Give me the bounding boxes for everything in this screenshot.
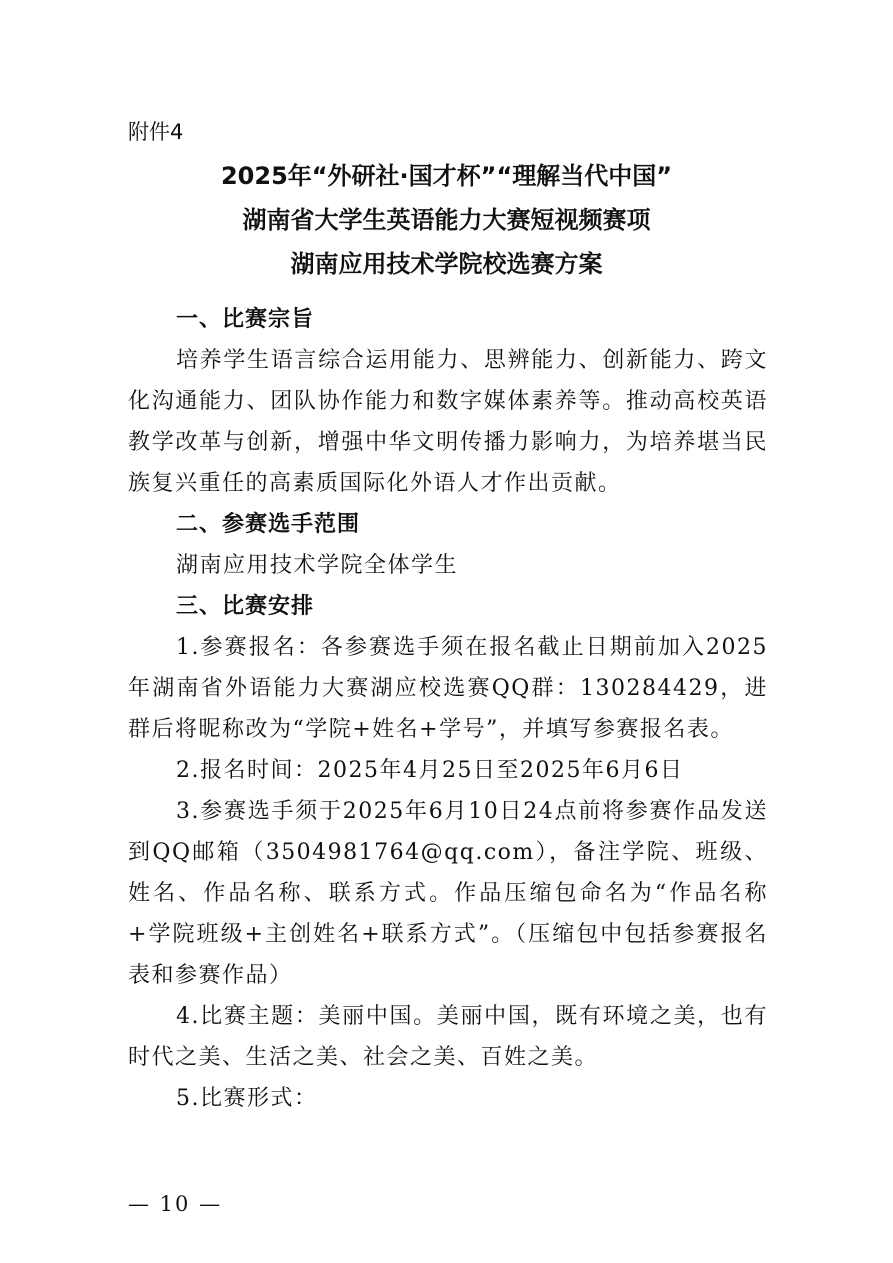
attachment-label: 附件4: [128, 120, 184, 144]
title-line-3: 湖南应用技术学院校选赛方案: [290, 250, 603, 278]
arrangement-item-2: 2.报名时间：2025年4月25日至2025年6月6日: [176, 758, 684, 783]
page-number: — 10 —: [128, 1192, 223, 1216]
section-heading-eligibility: 二、参赛选手范围: [176, 512, 361, 537]
document-title: [100, 154, 793, 286]
section-heading-purpose: 一、比赛宗旨: [176, 307, 315, 332]
title-line-2: 湖南省大学生英语能力大赛短视频赛项: [242, 206, 651, 234]
arrangement-item-1: 1.参赛报名：各参赛选手须在报名截止日期前加入2025年湖南省外语能力大赛湖应校选赛QQ群：130284429，进群后将昵称改为“学院+姓名+学号”，并填写参赛报名表。: [128, 635, 768, 742]
title-line-1: 2025年“外研社·国才杯”“理解当代中国”: [220, 162, 672, 190]
arrangement-item-4: 4.比赛主题：美丽中国。美丽中国，既有环境之美，也有时代之美、生活之美、社会之美、百姓之美。: [128, 1004, 768, 1070]
section-heading-arrangement: 三、比赛安排: [176, 594, 315, 619]
arrangement-item-5: 5.比赛形式：: [176, 1086, 318, 1111]
paragraph-purpose: 培养学生语言综合运用能力、思辨能力、创新能力、跨文化沟通能力、团队协作能力和数字媒体素养等。推动高校英语教学改革与创新，增强中华文明传播力影响力，为培养堪当民族复兴重任的高素质国际化外语人才作出贡献。: [128, 348, 768, 496]
paragraph-eligibility: 湖南应用技术学院全体学生: [176, 553, 459, 578]
arrangement-item-3: 3.参赛选手须于2025年6月10日24点前将参赛作品发送到QQ邮箱（3504981764@qq.com），备注学院、班级、姓名、作品名称、联系方式。作品压缩包命名为“作品名称+学院班级+主创姓名+联系方式”。（压缩包中包括参赛报名表和参赛作品）: [128, 799, 768, 988]
document-body: [128, 299, 768, 1119]
